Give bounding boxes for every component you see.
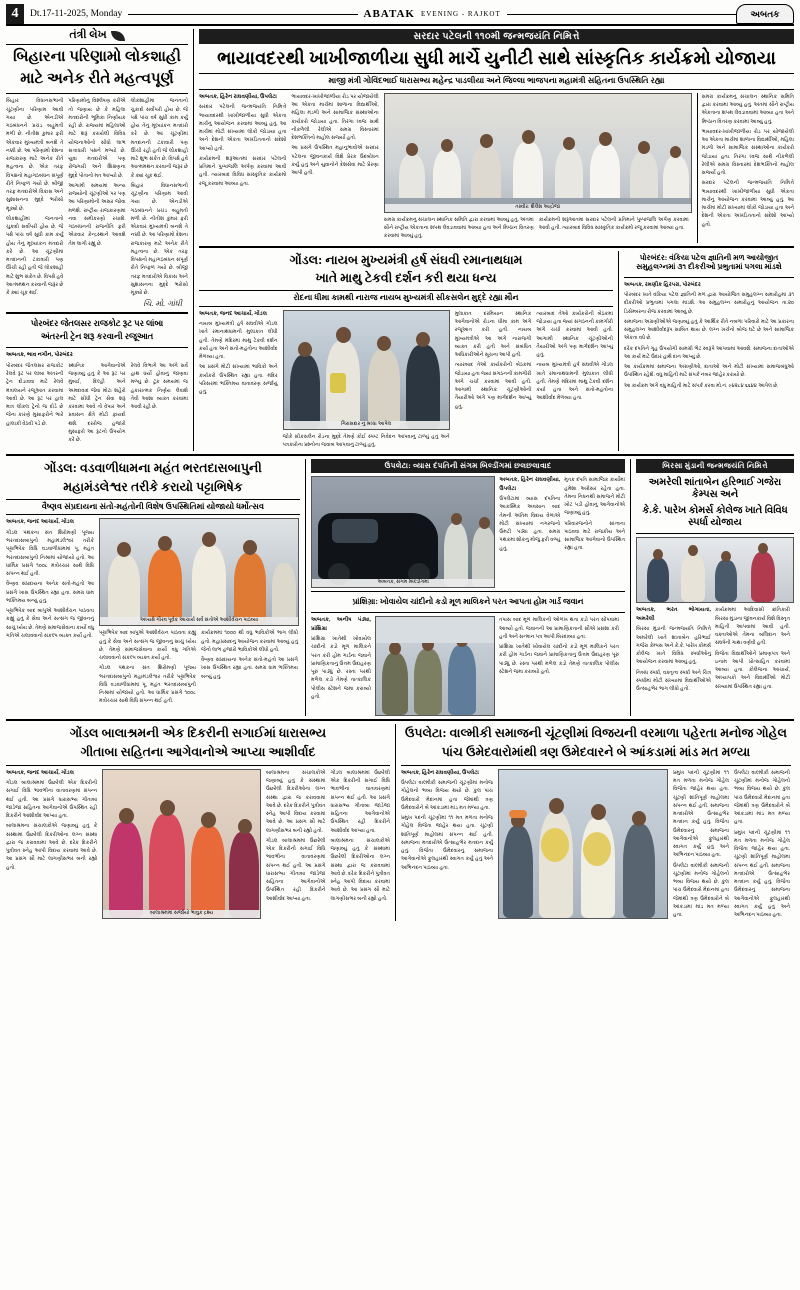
gondal2-subhead: વૈષ્ણવ સંપ્રદાયના સંતો-મહંતોની વિશેષ ઉપસ્થિતિમાં યોજાયો ધર્મોત્સવ [6,499,300,516]
upleta-car-photo-caption: અબતક, સંગમ બિલ્ડીંગમાં [312,579,494,587]
gondal2-block [6,459,306,716]
gondal2-para-4: પટ્ટાભિષેક બાદ બાપુએ આશીર્વચન પાઠવતા કહ્યું હતું કે સેવા અને સત્સંગ જ જીવનનું સાચું ધ્યેય છે. તેમણે સમાજસેવાના કાર્યો વધુ ગતિએ ચલાવવાનો સંકલ્પ વ્યક્ત કર્યો હતો. [99,630,196,662]
divider [6,765,390,766]
gold-photo [375,616,495,716]
gondal-para-5: ત્યારબાદ તેઓ કાર્યકરોની બેઠકમાં જોડાયા હતા જ્યાં સંગઠનની કામગીરી અંગે ચર્ચા કરવામાં આવી હતી. આગામી સ્થાનિક ચૂંટણીઓની તૈયારીઓ અંગે પણ માર્ગદર્શન આપ્યું હતું. [454,362,532,410]
porbandar-byline: અબતક, રમણીક હિરપરા, પોરબંદર [624,281,701,288]
birsa-para-3: કાર્યક્રમમાં આદિવાસી ક્રાંતિકારી બિરસા મુંડાના જીવનકાર્ય વિશે વિસ્તૃત માહિતી આપવામાં આવી હતી. વક્તાઓએ તેમના બલિદાન અને સંઘર્ષની ગાથા વર્ણવી હતી. [715,607,790,647]
lead-subhead: માજી મંત્રી ગોવિંદભાઈ ધારાસભ્ય મહેન્દ્ર પાડલીયા અને જિલ્લા ભાજપના મહામંત્રી સહિતના ઉપસ્થિતિ રહ્યા [199,73,794,90]
upleta-el-photo [498,769,668,919]
upleta-car-col-1 [499,476,560,588]
lead-col-3 [384,216,534,243]
balashram-para-1: ગોંડલ બાલાશ્રમમાં ઉછરેલી એક દિકરીની સગાઈ વિધિ ભાવભીના વાતાવરણમાં સંપન્ન થઈ હતી. આ પ્રસંગે ધારાસભ્ય ગીતાબા જાડેજા સહિતના આગેવાનોએ ઉપસ્થિત રહી દિકરીને આશીર્વાદ આપ્યા હતા. [6,780,98,820]
leaf-icon [111,31,125,41]
paper-name: ABATAK [363,8,415,20]
upleta-car-photo [311,476,495,588]
divider [6,312,188,314]
upleta-el-col-3 [734,769,790,922]
lead-photo-wrap [384,93,692,243]
page-number: 4 [6,4,24,24]
birsa-ribbon: બિરસા મુંડાની જન્મજયંતિ નિમિત્તે [636,459,794,473]
birsa-col-1 [636,606,711,695]
upleta-el-headline-1: ઉપલેટા: વાલ્મીકી સમાજની ચૂંટણીમાં વિજયની વરમાળા પહેરતા મનોજ ગોહેલ [404,726,788,741]
birsa-para-4: વિજેતા વિદ્યાર્થીઓને પ્રમાણપત્ર અને ઇનામ આપી પ્રોત્સાહિત કરવામાં આવ્યા હતા. કોલેજના આચાર્ય, અધ્યાપકો અને વિદ્યાર્થીઓ મોટી સંખ્યામાં ઉપસ્થિત રહ્યા હતા. [715,650,790,690]
upleta-el-para-6: પ્રમુખ પદની ચૂંટણીમાં ૧૧ મત મળતા મનોજ ગોહેલ વિજેતા જાહેર થયા હતા. ચૂંટણી શાંતિપૂર્ણ માહોલમાં સંપન્ન થઈ હતી. સમાજના મતદારોએ ઉત્સાહભેર મતદાન કર્યું હતું. વિજેતા ઉમેદવારનું સમાજના આગેવાનોએ ફુલહારથી સ્વાગત કર્યું હતું અને અભિનંદન પાઠવ્યા હતા. [734,829,790,919]
porbandar-body [624,281,794,390]
porbandar-block [624,251,794,452]
upleta-car-byline: અબતક, હિરેન રાઘવણીયા, ઉપલેટા [499,477,561,492]
gondal2-para-1: ગોંડલ પંથકના સંત શિરોમણી પૂજ્ય ભરતદાસબાપુનો મહામંડલેશ્વર તરીકે પટ્ટાભિષેક વિધિ વડવાળીધામમાં પૂ. મહંત ભરતદાસબાપુની નિશ્રામાં યોજાયો હતો. આ ધાર્મિક પ્રસંગે ૧૦૦૮ મંત્રોચ્ચાર સાથે વિધિ સંપન્ન થઈ હતી. [6,529,94,578]
upleta-el-col-1 [401,769,493,922]
upleta-el-para-4: ઉપલેટા વાલ્મીકી સમાજની ચૂંટણીમાં મનોજ ગોહેલનો ભવ્ય વિજય થયો છે. કુલ પાંચ ઉમેદવારો મેદાનમાં હતા જેમાંથી ત્રણ ઉમેદવારોને બે આંકડામાં માંડ મત મળ્યા હતા. [673,862,729,919]
gondal2-para-2: વૈષ્ણવ સંપ્રદાયના અનેક સંતો-મહંતો આ પ્રસંગે ખાસ ઉપસ્થિત રહ્યા હતા. સમગ્ર ધામ ભક્તિમય બન્યું હતું. [6,581,94,604]
gold-para-3: પ્રાંશિગ્રા ખાતેથી ખોવાયેલ ચાંદીનો કડો મૂળ માલિકને પરત કરી હોમ ગાર્ડના જવાને પ્રામાણિકતાનું ઉત્તમ ઉદાહરણ પૂરું પાડ્યું છે. રસ્તા પરથી મળેલ કડો તેમણે તાત્કાલિક પોલીસ સ્ટેશને જમા કરાવ્યો હતો. [499,644,619,675]
upleta-election-block [401,724,791,921]
editorial-headline-2: માટે અનેક રીતે મહત્વપૂર્ણ [20,70,174,87]
upleta-car-ribbon: ઉપલેટા: વ્યાસ દંપતિની સંગમ બિલ્ડીંગમાં છલછલાવાદ [311,459,625,473]
gold-headline: પ્રાંશિગ્રા: ખોવાયેલ ચાંદીનો કડો મૂળ માલિકને પરત આપતા હોમ ગાર્ડ જવાન [352,597,584,607]
balashram-headline-1: ગોંડલ બાલાશ્રમની એક દિકરીની સગાઈમાં ધારાસભ્ય [69,726,327,741]
lead-col-4 [539,216,689,243]
gondal-para-6: ત્યારબાદ તેઓ કાર્યકરોની બેઠકમાં જોડાયા હતા જ્યાં સંગઠનની કામગીરી અંગે ચર્ચા કરવામાં આવી હતી. આગામી સ્થાનિક ચૂંટણીઓની તૈયારીઓ અંગે પણ માર્ગદર્શન આપ્યું હતું. [536,310,613,359]
upleta-el-para-3: પ્રમુખ પદની ચૂંટણીમાં ૧૧ મત મળતા મનોજ ગોહેલ વિજેતા જાહેર થયા હતા. ચૂંટણી શાંતિપૂર્ણ માહોલમાં સંપન્ન થઈ હતી. સમાજના મતદારોએ ઉત્સાહભેર મતદાન કર્યું હતું. વિજેતા ઉમેદવારનું સમાજના આગેવાનોએ ફુલહારથી સ્વાગત કર્યું હતું અને અભિનંદન પાઠવ્યા હતા. [673,769,729,859]
editorial-headline-1: બિહારના પરિણામો લોકશાહી [13,49,181,65]
editorial-para-6: બિહાર વિધાનસભાની ચૂંટણીના પરિણામ આવી ગયા છે. એનડીએ ગઠબંધનને પ્રચંડ બહુમતી મળી છે. નીતીશ કુમાર ફરી એકવાર મુખ્યમંત્રી બનશે તે નક્કી છે. આ પરિણામો દેશના રાજકારણ માટે અનેક રીતે મહત્વના છે. એક તરફ વિપક્ષનો મહાગઠબંધન સંપૂર્ણ રીતે નિષ્ફળ ગયો છે. બીજી તરફ મતદારોએ વિકાસ અને સુશાસનના મુદ્દે ભરોસો મૂક્યો છે. [130,182,188,297]
balashram-para-5: ગોંડલ બાલાશ્રમમાં ઉછરેલી એક દિકરીની સગાઈ વિધિ ભાવભીના વાતાવરણમાં સંપન્ન થઈ હતી. આ પ્રસંગે ધારાસભ્ય ગીતાબા જાડેજા સહિતના આગેવાનોએ ઉપસ્થિત રહી દિકરીને આશીર્વાદ આપ્યા હતા. [330,769,390,834]
balashram-col-3 [330,769,390,919]
divider [401,765,791,766]
gold-col-2 [499,616,619,716]
upleta-car-para-2: મૃતક દંપતિ સામાજિક કાર્યોમાં હંમેશા અગ્રેસર રહેતા હતા. તેમના નિધનથી સમાજને મોટી ખોટ પડી હોવાનું આગેવાનોએ જણાવ્યું હતું. [564,477,626,517]
gondal2-photo-wrap [99,518,299,707]
masthead [6,4,794,26]
gold-para-2: તપાસ બાદ મૂળ માલિકની ઓળખ થતા કડો પરત સોંપવામાં આવ્યો હતો. જવાનની આ પ્રામાણિકતાની સૌએ પ્રસંશા કરી હતી અને સન્માન પત્ર આપી બિરદાવ્યા હતા. [499,617,619,640]
gondal2-para-6: કાર્યક્રમમાં ૧૦૦૦ થી વધુ ભાવિકોએ ભાગ લીધો હતો. મહાપ્રસાદનું આયોજન કરવામાં આવ્યું હતું જેનો લાભ હજારો ભાવિકોએ લીધો હતો. [201,630,298,653]
upleta-el-byline: અબતક, હિરેન રાઘવણીયા, ઉપલેટા [401,769,479,776]
divider [199,246,794,248]
rule-right [507,14,736,15]
lead-headline: ભાયાવદરથી ખાખીજાળીયા સુધી માર્ચે યુનીટી સાથે સાંસ્કૃતિક કાર્યક્રમો યોજાયા [217,48,776,68]
train-para-1: પોરબંદર જેતલસર રાજકોટ રેલવે રૂટ પર લાંબા અંતરની ટ્રેન દોડાવવા માટે રેલવે મંત્રાલયને રજૂઆત કરવામાં આવી છે. આ રૂટ પર હાલ માત્ર લોકલ ટ્રેનો જ દોડે છે જેના કારણે મુસાફરોને ભારે હાલાકી વેઠવી પડે છે. [6,362,64,427]
editorial-para-1: બિહાર વિધાનસભાની ચૂંટણીના પરિણામ આવી ગયા છે. એનડીએ ગઠબંધનને પ્રચંડ બહુમતી મળી છે. નીતીશ કુમાર ફરી એકવાર મુખ્યમંત્રી બનશે તે નક્કી છે. આ પરિણામો દેશના રાજકારણ માટે અનેક રીતે મહત્વના છે. એક તરફ વિપક્ષનો મહાગઠબંધન સંપૂર્ણ રીતે નિષ્ફળ ગયો છે. બીજી તરફ મતદારોએ વિકાસ અને સુશાસનના મુદ્દે ભરોસો મૂક્યો છે. [6,98,64,212]
birsa-para-1: બિરસા મુંડાની જન્મજયંતિ નિમિત્તે અમરેલી ખાતે શાંતાબેન હરિભાઈ ગજેરા કેમ્પસ અને કે.કે. પારેખ કોમર્સ કોલેજ ખાતે વિવિધ સ્પર્ધાઓનું આયોજન કરવામાં આવ્યું હતું. [636,626,711,666]
edition-label: EVENING - RAJKOT [420,10,501,18]
lead-col-2 [291,93,378,243]
gondal-subhead: રોદના ધીમા કામથી નારાજ નાયબ મુખ્યમંત્રી સીકસલેન મુદ્દે રહ્યા મૌન [199,290,613,307]
train-headline-1: પોરબંદર જેતલસર રાજકોટ રૂટ પર લાંબા [30,319,164,329]
balashram-headline-2: ગીતાબા સહિતના આગેવાનોએ આપ્યા આશીર્વાદ [80,745,316,760]
balashram-byline: અબતક, જનદ આચાર્ય, ગોંડલ [6,769,74,776]
gondal-headline-2: ખાતે માથુ ટેકવી દર્શન કરી થયા ધન્ય [315,271,497,286]
birsa-byline: અબતક, ભરત ભોગાયતા, અમરેલી [636,607,711,622]
gondal2-para-7: વૈષ્ણવ સંપ્રદાયના અનેક સંતો-મહંતો આ પ્રસંગે ખાસ ઉપસ્થિત રહ્યા હતા. સમગ્ર ધામ ભક્તિમય બન્યું હતું. [201,657,298,680]
upleta-el-headline-2: પાંચ ઉમેદવારોમાંથી ત્રણ ઉમેદવારને બે આંકડામાં માંડ મત મળ્યા [441,745,751,760]
birsa-block [636,459,794,716]
porbandar-para-4: આ કાર્યક્રમમાં સમાજના અગ્રણીઓ, દાતાઓ અને મોટી સંખ્યામાં સમાજબંધુઓ ઉપસ્થિત રહેશે. વધુ માહિતી માટે સંપર્ક નંબર જાહેર કરાયો છે. [624,364,794,379]
balashram-block [6,724,396,921]
train-para-3: રેલવે વિભાગે આ અંગે સર્વે હાથ ધર્યો હોવાનું જાણવા મળ્યું છે. ટૂંક સમયમાં જ હકારાત્મક નિર્ણય લેવાશે તેવી આશા વ્યક્ત કરવામાં આવી રહી છે. [130,362,188,411]
paper-title [128,4,736,24]
lead-para-3: ભાયાવદર-ખાખીજાળીયા રોડ પર યોજાયેલી આ એકતા માર્ચમાં શાળાના વિદ્યાર્થીઓ, મહિલા મંડળો અને સામાજિક સંસ્થાઓના કાર્યકરો જોડાયા હતા. તિરંગા ધ્વજ સાથે નીકળેલી રેલીએ સમગ્ર વિસ્તારમાં દેશભક્તિનો માહોલ સર્જ્યો હતો. [291,93,379,142]
gondal-col-3 [536,310,613,452]
sardar-ribbon: સરદાર પટેલની ૧૧૦મી જન્મજયંતિ નિમિત્તે [199,29,794,44]
dateline: Dt.17-11-2025, Monday [30,9,123,19]
lead-col-right [697,93,794,243]
train-byline: અબતક, ભાવ નગીન, પોરબંદર [6,352,73,359]
lead-para-9: સરદાર પટેલની જન્મજયંતિ નિમિત્તે ભાયાવદરથી ખાખીજાળીયા સુધી એકતા માર્ચનું આયોજન કરવામાં આવ્યું હતું. આ માર્ચમાં મોટી સંખ્યામાં લોકો જોડાયા હતા અને દેશની એકતા અખંડિતતાનો સંદેશો આપ્યો હતો. [701,180,794,228]
editorial-tag [6,29,188,45]
upleta-el-photo-wrap [498,769,668,922]
editorial-body-col2 [68,97,125,299]
balashram-photo [102,769,261,919]
gondal-byline: અબતક, જનદ આચાર્ય, ગોંડલ [199,310,267,317]
divider [6,347,188,348]
upleta-car-para-1: ઉપલેટામાં વ્યાસ દંપતિના આકસ્મિક અવસાન બાદ તેમની અંતિમ વિદાય વેળાએ મોટી સંખ્યામાં નગરજનો ઉમટી પડ્યા હતા. સમગ્ર પંથકમાં શોકનું મોજું ફરી વળ્યું હતું. [499,496,561,552]
porbandar-headline: પોરબંદર: વંકિયા પટેલ જ્ઞાતિની મળ આયોજીત સમુહલગ્નમાં ૩૧ દીકરીઓ પ્રભુતામાં પગલા માંડશે [636,252,782,272]
balashram-col-1 [6,769,97,919]
gondal2-headline-2: મહામંડલેશ્વર તરીકે કરાયો પટ્ટાભિષેક [63,480,243,495]
editorial-body-col3 [131,97,188,299]
balashram-para-2: બાલાશ્રમના સંચાલકોએ જણાવ્યું હતું કે સંસ્થામાં ઉછરેલી દિકરીઓના લગ્ન સંસ્થા દ્વારા જ કરાવવામાં આવે છે. દરેક દિકરીને પુત્રીવત સ્નેહ આપી વિદાય કરવામાં આવે છે. આ પ્રસંગ સૌ માટે લાગણીસભર બની રહ્યો હતો. [6,823,98,871]
divider [6,719,794,721]
lead-para-4: આ પ્રસંગે ઉપસ્થિત મહાનુભાવોએ સરદાર પટેલના જીવનકાર્ય વિશે પ્રેરક ઉદબોધન કર્યું હતું અને યુવાનોને દેશસેવા માટે પ્રેરણા આપી હતી. [291,145,379,177]
gondal2-headline-1: ગોંડલ: વડવાળીધામના મહંત ભરતદાસબાપુની [44,461,262,476]
upleta-car-block [311,459,631,716]
balashram-para-3: બાલાશ્રમના સંચાલકોએ જણાવ્યું હતું કે સંસ્થામાં ઉછરેલી દિકરીઓના લગ્ન સંસ્થા દ્વારા જ કરાવવામાં આવે છે. દરેક દિકરીને પુત્રીવત સ્નેહ આપી વિદાય કરવામાં આવે છે. આ પ્રસંગ સૌ માટે લાગણીસભર બની રહ્યો હતો. [265,769,326,834]
upleta-el-para-5: ઉપલેટા વાલ્મીકી સમાજની ચૂંટણીમાં મનોજ ગોહેલનો ભવ્ય વિજય થયો છે. કુલ પાંચ ઉમેદવારો મેદાનમાં હતા જેમાંથી ત્રણ ઉમેદવારોને બે આંકડામાં માંડ મત મળ્યા હતા. [734,769,790,826]
balashram-para-6: બાલાશ્રમના સંચાલકોએ જણાવ્યું હતું કે સંસ્થામાં ઉછરેલી દિકરીઓના લગ્ન સંસ્થા દ્વારા જ કરાવવામાં આવે છે. દરેક દિકરીને પુત્રીવત સ્નેહ આપી વિદાય કરવામાં આવે છે. આ પ્રસંગ સૌ માટે લાગણીસભર બની રહ્યો હતો. [330,837,390,902]
train-body-col2 [68,362,125,447]
lead-para-5: સમગ્ર કાર્યક્રમનું સંચાલન સ્થાનિક સમિતિ દ્વારા કરવામાં આવ્યું હતું. અંતમાં સૌને રાષ્ટ્રીય એકતાના શપથ લેવડાવવામાં આવ્યા હતા અને મિષ્ઠાન વિતરણ કરવામાં આવ્યું હતું. [383,216,534,240]
upleta-el-col-2 [673,769,729,922]
gold-para-1: પ્રાંશિગ્રા ખાતેથી ખોવાયેલ ચાંદીનો કડો મૂળ માલિકને પરત કરી હોમ ગાર્ડના જવાને પ્રામાણિકતાનું ઉત્તમ ઉદાહરણ પૂરું પાડ્યું છે. રસ્તા પરથી મળેલ કડો તેમણે તાત્કાલિક પોલીસ સ્ટેશને જમા કરાવ્યો હતો. [311,636,371,700]
gold-photo-wrap [375,616,495,716]
divider [6,454,794,456]
train-body-col1 [6,362,63,447]
lead-para-7: સમગ્ર કાર્યક્રમનું સંચાલન સ્થાનિક સમિતિ દ્વારા કરવામાં આવ્યું હતું. અંતમાં સૌને રાષ્ટ્રીય એકતાના શપથ લેવડાવવામાં આવ્યા હતા અને મિષ્ઠાન વિતરણ કરવામાં આવ્યું હતું. [701,93,794,125]
gondal-col-1 [199,310,278,452]
lead-photo-caption: તસ્વીર: શૈલેશ આદ્રોજા [385,204,691,212]
upleta-car-para-3: પરિવારજનોને સાંત્વના પાઠવવા માટે રાજકીય અને સામાજિક આગેવાનો ઉપસ્થિત રહ્યા હતા. [564,520,626,552]
porbandar-para-1: પોરબંદર ખાતે વંકિયા પટેલ જ્ઞાતિની મળ દ્વારા આયોજિત સમુહલગ્ન સમારોહમાં ૩૧ દીકરીઓ પ્રભુતામાં પગલા માંડશે. આ સમુહલગ્ન સમારોહનું આયોજન તા.૨૦ ડિસેમ્બરના રોજ કરવામાં આવ્યું છે. [624,292,794,315]
balashram-para-4: ગોંડલ બાલાશ્રમમાં ઉછરેલી એક દિકરીની સગાઈ વિધિ ભાવભીના વાતાવરણમાં સંપન્ન થઈ હતી. આ પ્રસંગે ધારાસભ્ય ગીતાબા જાડેજા સહિતના આગેવાનોએ ઉપસ્થિત રહી દિકરીને આશીર્વાદ આપ્યા હતા. [265,837,326,902]
gondal-para-2: આ પ્રસંગે મોટી સંખ્યામાં ભાવિકો અને કાર્યકરો ઉપસ્થિત રહ્યા હતા. મંદિર પરિસરમાં ભક્તિમય વાતાવરણ સર્જાયું હતું. [199,364,278,396]
divider [6,93,188,94]
editorial-tag-label: તંત્રી લેખ [69,29,107,41]
lead-para-6: કાર્યક્રમની શરૂઆતમાં સરદાર પટેલની પ્રતિમાને પુષ્પાંજલિ અર્પણ કરવામાં આવી હતી. ત્યારબાદ વિવિધ સાંસ્કૃતિક કાર્યક્રમો રજૂ કરવામાં આવ્યા હતા. [538,216,689,232]
editorial-body-col1 [6,97,63,299]
upleta-car-col-2 [564,476,625,588]
birsa-para-2: નિબંધ સ્પર્ધા, વક્તૃત્વ સ્પર્ધા અને ચિત્ર સ્પર્ધામાં મોટી સંખ્યામાં વિદ્યાર્થીઓએ ઉત્સાહભેર ભાગ લીધો હતો. [636,669,711,693]
upleta-car-photo-wrap [311,476,495,588]
gondal2-para-5: ગોંડલ પંથકના સંત શિરોમણી પૂજ્ય ભરતદાસબાપુનો મહામંડલેશ્વર તરીકે પટ્ટાભિષેક વિધિ વડવાળીધામમાં પૂ. મહંત ભરતદાસબાપુની નિશ્રામાં યોજાયો હતો. આ ધાર્મિક પ્રસંગે ૧૦૦૮ મંત્રોચ્ચાર સાથે વિધિ સંપન્ન થઈ હતી. [99,665,196,705]
lead-para-1: સરદાર પટેલની જન્મજયંતિ નિમિત્તે ભાયાવદરથી ખાખીજાળીયા સુધી એકતા માર્ચનું આયોજન કરવામાં આવ્યું હતું. આ માર્ચમાં મોટી સંખ્યામાં લોકો જોડાયા હતા અને દેશની એકતા અખંડિતતાનો સંદેશો આપ્યો હતો. [199,104,287,152]
gondal-col-2 [455,310,532,452]
gondal-col-under [283,433,450,450]
porbandar-para-2: સમાજના અગ્રણીઓએ જણાવ્યું હતું કે આર્થિક રીતે નબળા પરિવારો માટે આ પ્રકારના સમુહલગ્ન આશીર્વાદરૂપ સાબિત થાય છે. લગ્ન ખર્ચનો બોજ ઘટે છે અને સામાજિક એકતા વધે છે. [624,318,794,342]
editorial-para-4: આગામી સમયમાં અન્ય રાજ્યોની ચૂંટણીઓ પર પણ આ પરિણામોની અસર જોવા મળશે. રાષ્ટ્રીય રાજકારણમાં નવા સમીકરણો રચાશે. ગઠબંધનની રાજનીતિ ફરી એકવાર કેન્દ્રસ્થાને આવશે તેમ લાગી રહ્યું છે. [68,182,126,247]
balashram-photo-caption: બાલાશ્રમમાં સર્જાયો ભાવુક દ્રશ્ય [103,910,260,918]
editorial-para-2: પરિણામોનું વિશ્લેષણ કરીએ તો જણાય છે કે મહિલા મતદારોની ભૂમિકા નિર્ણાયક રહી છે. રાજ્યમાં મહિલાઓ માટે શરૂ કરાયેલી વિવિધ યોજનાઓનો સીધો લાભ સત્તાધારી પક્ષને મળ્યો છે. યુવા મતદારોએ પણ રોજગારી અને શિક્ષણના મુદ્દે પોતાનો મત આપ્યો છે. [68,98,126,179]
birsa-photo [636,537,794,603]
gondal2-col-3 [201,629,298,707]
lead-col-1 [199,93,286,243]
birsa-headline-1: અમરેલી શાંતાબેન હરિભાઈ ગજેરા કેમ્પસ અને [648,477,782,501]
gondal2-photo-caption: અધ્યક્ષે ગૌરવ પૂર્વક આચાર્ય સર્વે સંતોએ આશીર્વચન પાઠવ્યા [100,617,298,625]
gondal-photo-wrap [283,310,450,452]
birsa-col-2 [715,606,790,695]
lead-byline: અબતક, હિરેન રાઘવણીયા, ઉપલેટા [199,93,277,100]
gondal2-byline: અબતક, જનદ આચાર્ય, ગોંડલ [6,519,74,526]
gondal-block [199,251,619,452]
porbandar-para-3: દરેક દંપતિને ગૃહ ઉપયોગી સામગ્રી ભેટ સ્વરૂપે આપવામાં આવશે. સમાજના દાતાઓએ આ કાર્ય માટે ઉદાર હાથે દાન આપ્યું છે. [624,345,794,360]
divider [311,612,625,613]
divider [636,533,794,534]
gold-byline: અબતક, અનીષ પંડ્યા, પ્રાંશિગ્રા [311,617,371,632]
divider [311,591,625,592]
editorial-signature: ચિ. મો. ગાંધી [143,299,182,309]
gondal-photo-caption: ગિરાસદાર નું શ્રધ્ધા આપેલ [284,421,449,429]
editorial-para-3: લોકશાહીમાં જનતાનો ચુકાદો સર્વોપરી હોય છે. જે પક્ષે પાંચ વર્ષ સુધી કામ કર્યું હોય તેનું મૂલ્યાંકન મતદારો કરે છે. આ ચૂંટણીમાં મતદાનની ટકાવારી પણ ઊંચી રહી હતી જે લોકશાહી માટે શુભ સંકેત છે. વિપક્ષે હવે આત્મમંથન કરવાની જરૂર છે કે ક્યાં ચૂક થઈ. [6,215,64,297]
gondal-para-1: નાયબ મુખ્યમંત્રી હર્ષ સંઘવીએ ગોંડલ ખાતે રમાનાથધામની મુલાકાત લીધી હતી. તેમણે મંદિરમાં માથુ ટેકવી દર્શન કર્યા હતા અને સંતો-મહંતોના આશીર્વાદ મેળવ્યા હતા. [199,321,278,361]
train-para-2: સ્થાનિક આગેવાનોએ જણાવ્યું હતું કે આ રૂટ પર મુંબઈ, દિલ્હી અને અમદાવાદ જેવા મોટા શહેરો માટે સીધી ટ્રેન સેવા શરૂ કરવામાં આવે તો વેપાર અને પ્રવાસન ક્ષેત્રે મોટો ફાયદો થશે. દરરોજ હજારો મુસાફરો આ રૂટનો ઉપયોગ કરે છે. [68,362,126,444]
gondal2-col-2 [99,629,196,707]
lead-para-8: ભાયાવદર-ખાખીજાળીયા રોડ પર યોજાયેલી આ એકતા માર્ચમાં શાળાના વિદ્યાર્થીઓ, મહિલા મંડળો અને સામાજિક સંસ્થાઓના કાર્યકરો જોડાયા હતા. તિરંગા ધ્વજ સાથે નીકળેલી રેલીએ સમગ્ર વિસ્તારમાં દેશભક્તિનો માહોલ સર્જ્યો હતો. [701,128,794,177]
gondal2-photo [99,518,299,626]
paper-logo: અબતક [736,4,794,24]
upleta-el-para-1: ઉપલેટા વાલ્મીકી સમાજની ચૂંટણીમાં મનોજ ગોહેલનો ભવ્ય વિજય થયો છે. કુલ પાંચ ઉમેદવારો મેદાનમાં હતા જેમાંથી ત્રણ ઉમેદવારોને બે આંકડામાં માંડ મત મળ્યા હતા. [401,780,493,811]
gondal-para-7: નાયબ મુખ્યમંત્રી હર્ષ સંઘવીએ ગોંડલ ખાતે રમાનાથધામની મુલાકાત લીધી હતી. તેમણે મંદિરમાં માથુ ટેકવી દર્શન કર્યા હતા અને સંતો-મહંતોના આશીર્વાદ મેળવ્યા હતા. [536,362,613,402]
train-body-col3 [131,362,188,447]
gondal2-para-3: પટ્ટાભિષેક બાદ બાપુએ આશીર્વચન પાઠવતા કહ્યું હતું કે સેવા અને સત્સંગ જ જીવનનું સાચું ધ્યેય છે. તેમણે સમાજસેવાના કાર્યો વધુ ગતિએ ચલાવવાનો સંકલ્પ વ્યક્ત કર્યો હતો. [6,608,94,639]
lead-para-2: કાર્યક્રમની શરૂઆતમાં સરદાર પટેલની પ્રતિમાને પુષ્પાંજલિ અર્પણ કરવામાં આવી હતી. ત્યારબાદ વિવિધ સાંસ્કૃતિક કાર્યક્રમો રજૂ કરવામાં આવ્યા હતા. [199,155,287,187]
balashram-col-2 [266,769,326,919]
rule-left [128,14,357,15]
birsa-headline-2: કે.કે. પારેખ કોમર્સ કોલેજ ખાતે વિવિધ સ્પર્ધા યોજાય [642,504,788,528]
gondal-para-4: મુલાકાત દરમિયાન સ્થાનિક આગેવાનોએ રોડના ધીમા કામ અંગે રજૂઆત કરી હતી. નાયબ મુખ્યમંત્રીએ આ અંગે નારાજગી વ્યક્ત કરી હતી અને સંબંધિત અધિકારીઓને સૂચના આપી હતી. [454,310,532,359]
lead-photo [384,93,692,213]
porbandar-contact: આ કાર્યક્રમ અંગે વધુ માહિતી માટે સંપર્ક કરવા મો.નં. ૯૪૨૮૪ ૬૬૪૪ આપેલ છે. [624,382,779,389]
train-headline-2: અંતરની ટ્રેન શરૂ કરવાની રજૂઆત [40,331,154,341]
upleta-el-para-2: પ્રમુખ પદની ચૂંટણીમાં ૧૧ મત મળતા મનોજ ગોહેલ વિજેતા જાહેર થયા હતા. ચૂંટણી શાંતિપૂર્ણ માહોલમાં સંપન્ન થઈ હતી. સમાજના મતદારોએ ઉત્સાહભેર મતદાન કર્યું હતું. વિજેતા ઉમેદવારનું સમાજના આગેવાનોએ ફુલહારથી સ્વાગત કર્યું હતું અને અભિનંદન પાઠવ્યા હતા. [401,815,493,871]
gondal-para-3: જોકે સીકસલેન રોડના મુદ્દે તેમણે કોઈ સ્પષ્ટ નિવેદન આપવાનું ટાળ્યું હતું અને પત્રકારોના પ્રશ્નોના જવાબ આપવાનું ટાળ્યું હતું. [282,433,450,449]
gold-col-1 [311,616,371,716]
gondal-photo [283,310,450,430]
gondal-headline-1: ગોંડલ: નાયબ મુખ્યમંત્રી હર્ષ સંઘવી રમાનાથધામ [289,252,523,267]
balashram-photo-wrap [102,769,261,919]
gondal2-col-1 [6,518,94,707]
divider [624,277,794,278]
editorial-para-5: લોકશાહીમાં જનતાનો ચુકાદો સર્વોપરી હોય છે. જે પક્ષે પાંચ વર્ષ સુધી કામ કર્યું હોય તેનું મૂલ્યાંકન મતદારો કરે છે. આ ચૂંટણીમાં મતદાનની ટકાવારી પણ ઊંચી રહી હતી જે લોકશાહી માટે શુભ સંકેત છે. વિપક્ષે હવે આત્મમંથન કરવાની જરૂર છે કે ક્યાં ચૂક થઈ. [130,98,188,179]
